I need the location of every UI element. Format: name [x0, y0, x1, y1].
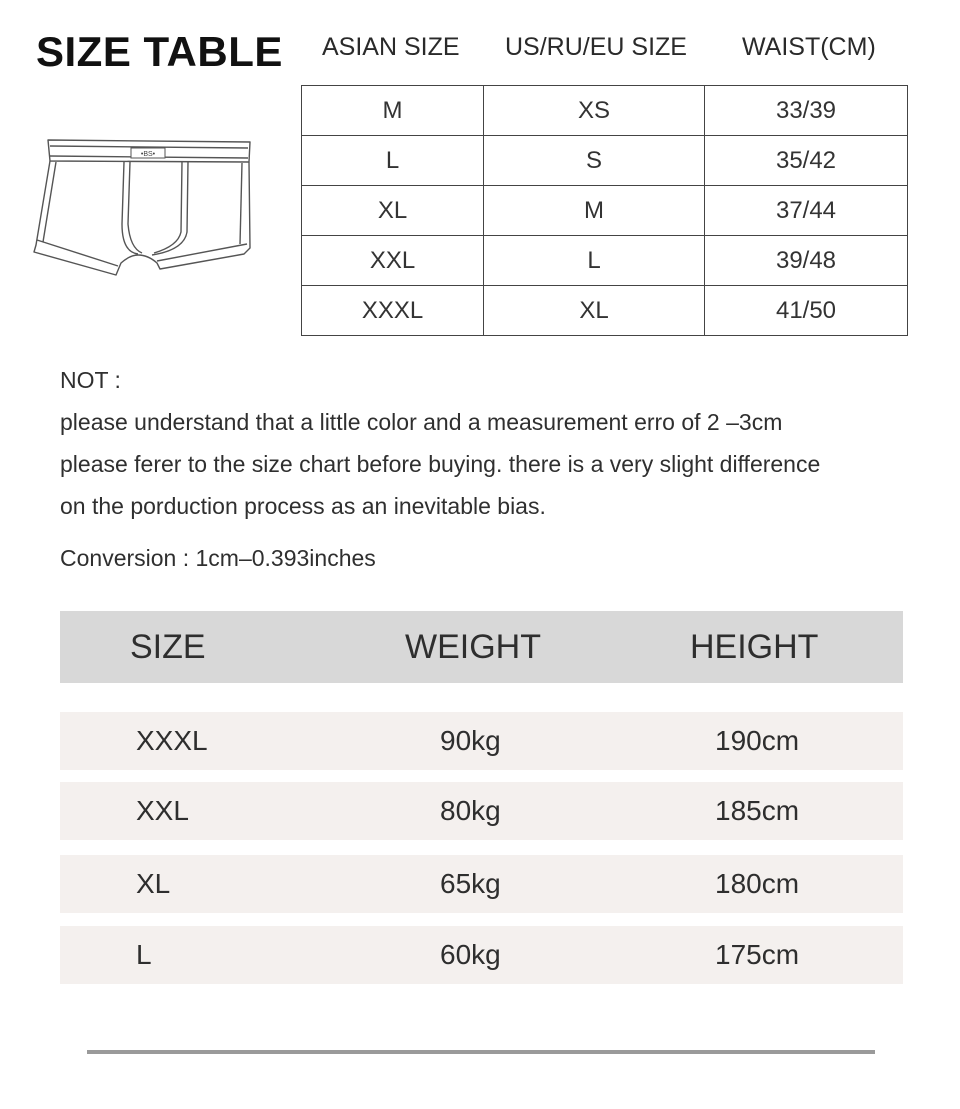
table-row [60, 855, 903, 913]
table-cell: XXXL [302, 286, 484, 336]
body-table-header [60, 611, 903, 683]
weight-cell: 60kg [440, 939, 501, 970]
table-cell: M [302, 86, 484, 136]
table-cell: XS [484, 86, 705, 136]
height-cell: 175cm [715, 939, 800, 970]
bottom-divider [87, 1050, 875, 1054]
note-line: on the porduction process as an inevitable bias. [60, 493, 546, 519]
table-cell: L [302, 136, 484, 186]
conversion-note: Conversion : 1cm–0.393inches [60, 545, 376, 571]
table-cell: 37/44 [705, 186, 908, 236]
page-title: SIZE TABLE [36, 28, 283, 75]
note-heading: NOT : [60, 367, 121, 393]
column-header-asian-size: ASIAN SIZE [322, 33, 460, 61]
table-cell: 33/39 [705, 86, 908, 136]
table-row [60, 712, 903, 770]
table-row [302, 286, 908, 336]
table-cell: L [484, 236, 705, 286]
column-header-size: SIZE [130, 628, 206, 666]
table-cell: M [484, 186, 705, 236]
height-cell: 185cm [715, 795, 800, 826]
table-row [302, 136, 908, 186]
table-cell: XXL [302, 236, 484, 286]
table-row [302, 186, 908, 236]
size-cell: L [136, 939, 152, 970]
size-cell: XXXL [136, 725, 208, 756]
column-header-height: HEIGHT [690, 628, 819, 666]
height-cell: 190cm [715, 725, 800, 756]
table-cell: 41/50 [705, 286, 908, 336]
column-header-weight: WEIGHT [405, 628, 541, 666]
table-cell: 35/42 [705, 136, 908, 186]
table-row [302, 236, 908, 286]
table-cell: 39/48 [705, 236, 908, 286]
size-cell: XL [136, 868, 171, 899]
size-table [301, 85, 908, 336]
boxer-briefs-illustration [26, 132, 276, 292]
note-line: please ferer to the size chart before buying. there is a very slight difference [60, 451, 821, 477]
height-cell: 180cm [715, 868, 800, 899]
weight-cell: 65kg [440, 868, 501, 899]
table-cell: XL [484, 286, 705, 336]
table-row [302, 86, 908, 136]
column-header-waist: WAIST(CM) [742, 33, 876, 61]
weight-cell: 90kg [440, 725, 501, 756]
table-cell: XL [302, 186, 484, 236]
table-row [60, 782, 903, 840]
table-row [60, 926, 903, 984]
waistband-logo: •BS• [140, 151, 156, 158]
table-cell: S [484, 136, 705, 186]
weight-cell: 80kg [440, 795, 501, 826]
size-cell: XXL [136, 795, 189, 826]
note-line: please understand that a little color and a measurement erro of 2 –3cm [60, 409, 783, 435]
column-header-us-ru-eu-size: US/RU/EU SIZE [505, 33, 687, 61]
